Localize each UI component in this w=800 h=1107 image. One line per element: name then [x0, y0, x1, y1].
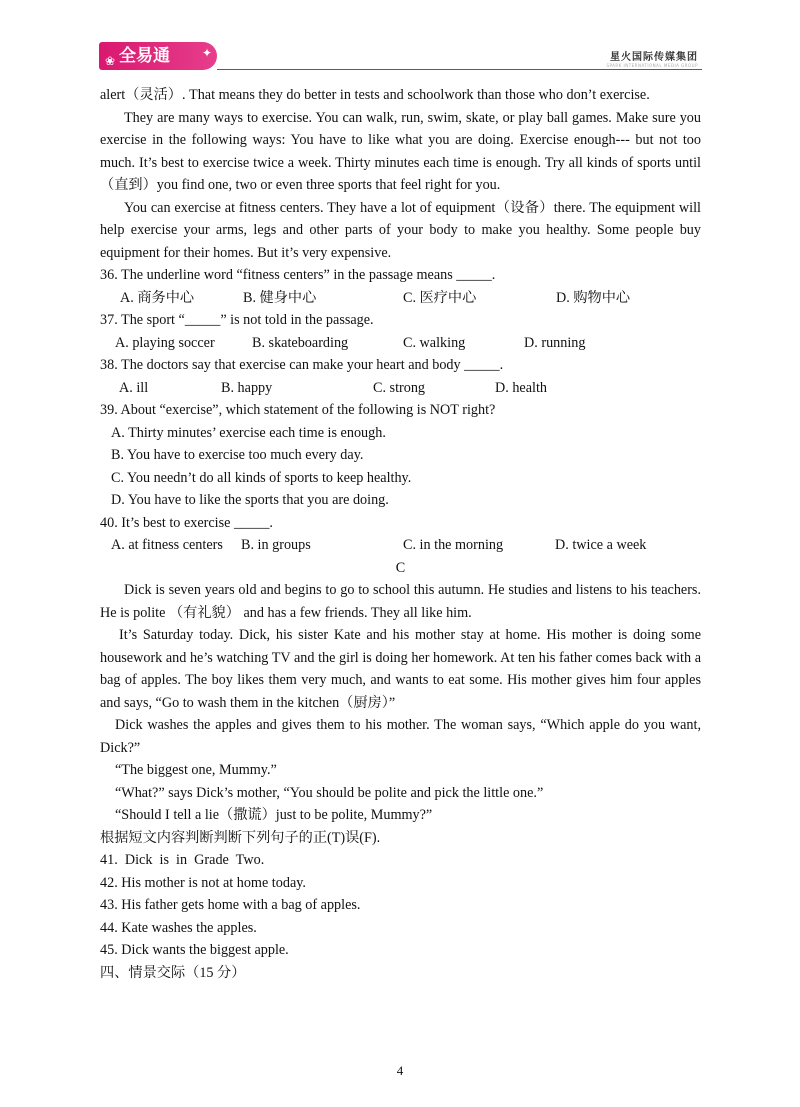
option: C. You needn’t do all kinds of sports to keep healthy.	[111, 469, 412, 486]
passage-c-para2: It’s Saturday today. Dick, his sister Kate and his mother stay at home. His mother is doing some housework and he’s watching TV and the girl is doing her homework. At ten his father comes back with a bag of apples. The boy likes them very much, and wants to eat some. His mother gives him four apples and says, “Go to wash them in the kitchen（厨房）”	[100, 627, 701, 711]
question-stem: 39. About “exercise”, which statement of the following is NOT right?	[100, 402, 496, 418]
option: A. playing soccer	[115, 334, 215, 351]
section-heading: 四、情景交际（15 分）	[100, 964, 246, 981]
option: B. in groups	[241, 537, 311, 553]
option: C. 医疗中心	[403, 289, 477, 306]
dialog-line: “Should I tell a lie（撒谎）just to be polite, Mummy?”	[115, 807, 433, 823]
option: D. twice a week	[555, 537, 647, 553]
option: C. in the morning	[403, 537, 504, 553]
option: A. at fitness centers	[111, 537, 223, 553]
header-rule	[217, 69, 702, 70]
tf-item: 44. Kate washes the apples.	[100, 919, 257, 936]
passage-c-para3: Dick washes the apples and gives them to his mother. The woman says, “Which apple do you want, Dick?”	[100, 717, 701, 756]
question-stem: 40. It’s best to exercise _____.	[100, 514, 273, 531]
option: C. walking	[403, 334, 466, 351]
option: A. Thirty minutes’ exercise each time is enough.	[111, 424, 386, 441]
option: C. strong	[373, 379, 426, 396]
page-number: 4	[396, 1063, 404, 1078]
publisher-en: SPARK INTERNATIONAL MEDIA GROUP	[606, 63, 698, 68]
option: A. ill	[119, 379, 149, 396]
passage-b-continuation: alert（灵活）. That means they do better in tests and schoolwork than those who don’t exercise.	[100, 87, 650, 103]
publisher-cn: 星火国际传媒集团	[610, 52, 698, 63]
passage-c-para1: Dick is seven years old and begins to go to school this autumn. He studies and listens to his teachers. He is polite （有礼貌） and has a few friends. They all like him.	[100, 582, 701, 621]
tf-item: 43. His father gets home with a bag of apples.	[100, 897, 361, 913]
swirl-icon: ❀	[105, 54, 116, 68]
option: B. happy	[221, 379, 273, 396]
star-icon: ✦	[201, 46, 212, 60]
tf-instruction: 根据短文内容判断判断下列句子的正(T)误(F).	[100, 829, 381, 846]
question-options	[100, 534, 701, 557]
option: A. 商务中心	[120, 289, 195, 306]
option: D. health	[495, 379, 548, 396]
question-stem: 38. The doctors say that exercise can make your heart and body _____.	[100, 357, 504, 373]
question-options	[100, 332, 701, 355]
question-stem: 36. The underline word “fitness centers” in the passage means _____.	[100, 267, 496, 283]
tf-item: 45. Dick wants the biggest apple.	[100, 942, 289, 958]
question-options	[100, 287, 701, 310]
dialog-line: “What?” says Dick’s mother, “You should be polite and pick the little one.”	[115, 784, 544, 801]
tf-item: 41. Dick is in Grade Two.	[100, 852, 265, 868]
dialog-line: “The biggest one, Mummy.”	[115, 762, 277, 778]
option: B. 健身中心	[243, 289, 317, 306]
passage-c-label: C	[395, 559, 406, 576]
brand-logo	[99, 42, 217, 70]
option: B. You have to exercise too much every day.	[111, 447, 364, 463]
option: D. You have to like the sports that you are doing.	[111, 492, 389, 508]
option: D. running	[524, 334, 586, 351]
page-content	[100, 84, 701, 984]
option: B. skateboarding	[252, 334, 349, 351]
passage-b-para2: They are many ways to exercise. You can walk, run, swim, skate, or play ball games. Make sure you exercise in the following ways: You have to like what you are doing. Exercise enough--- but not too much. It’s best to exercise twice a week. Thirty minutes each time is enough. Try all kinds of sports until（直到）you find one, two or even three sports that feel right for you.	[100, 109, 701, 193]
passage-b-para3: You can exercise at fitness centers. They have a lot of equipment（设备）there. The equipment will help exercise your arms, legs and other parts of your body to make you healthy. Some people buy equipment for their homes. But it’s very expensive.	[100, 199, 701, 261]
tf-item: 42. His mother is not at home today.	[100, 874, 306, 891]
publisher	[606, 48, 698, 68]
question-stem: 37. The sport “_____” is not told in the passage.	[100, 312, 374, 328]
logo-text: 全易通	[119, 46, 170, 66]
option: D. 购物中心	[556, 289, 631, 306]
page-header	[99, 42, 702, 72]
question-options	[100, 377, 701, 400]
